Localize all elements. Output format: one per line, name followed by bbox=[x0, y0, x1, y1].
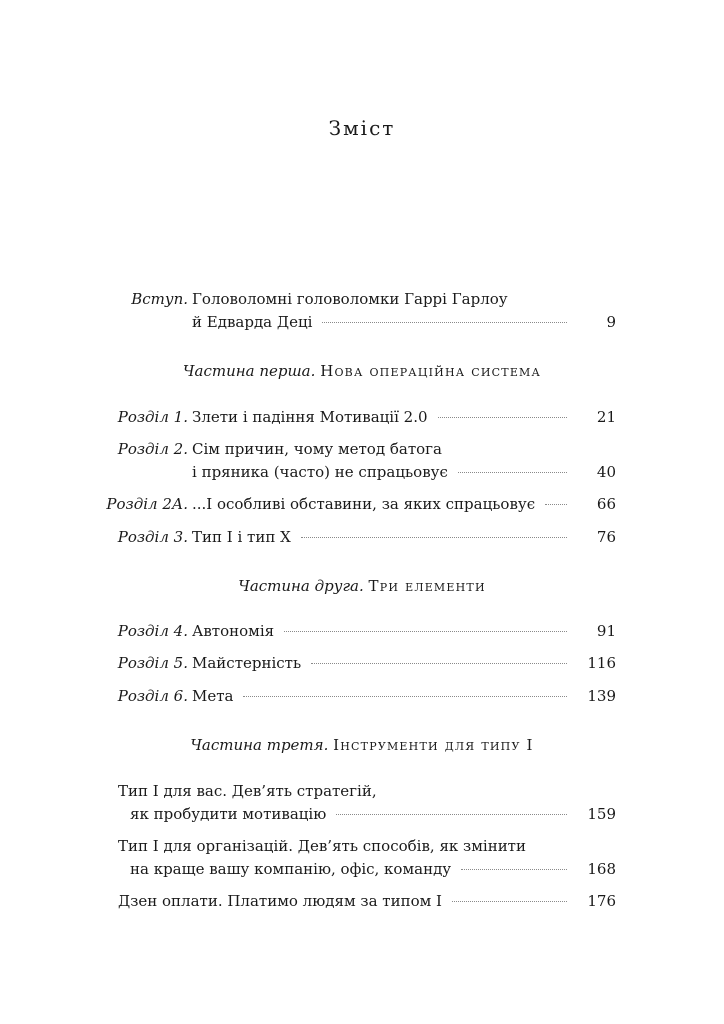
entry-title-line-2: й Едварда Деці bbox=[192, 313, 313, 331]
entry-title: Тип І і тип Х bbox=[192, 528, 291, 546]
dot-leader bbox=[336, 814, 567, 815]
entry-label: Розділ 2. bbox=[117, 440, 188, 458]
page-number: 66 bbox=[596, 495, 616, 513]
page-number: 116 bbox=[587, 654, 616, 672]
dot-leader bbox=[284, 631, 567, 632]
entry-title-line-2: як пробудити мотивацію bbox=[130, 805, 327, 823]
part-title: Нова операційна система bbox=[320, 362, 542, 380]
page-number: 176 bbox=[587, 892, 616, 910]
entry-leader-row bbox=[192, 493, 567, 516]
entry-title: Майстерність bbox=[192, 654, 302, 672]
entry-title: Злети і падіння Мотивації 2.0 bbox=[192, 408, 428, 426]
part-heading-3 bbox=[0, 736, 724, 754]
dot-leader bbox=[461, 869, 567, 870]
page-title: Зміст bbox=[328, 116, 396, 140]
entry-title-line-1: Сім причин, чому метод батога bbox=[192, 440, 442, 458]
entry-leader-row bbox=[130, 803, 567, 826]
entry-title-line-1: Головоломні головоломки Гаррі Гарлоу bbox=[192, 290, 508, 308]
entry-leader-row bbox=[130, 858, 567, 881]
entry-title: ...І особливі обставини, за яких спрацьовує bbox=[192, 495, 536, 513]
part-label: Частина третя. bbox=[190, 736, 329, 754]
entry-label: Вступ. bbox=[131, 290, 188, 308]
entry-leader-row bbox=[118, 890, 567, 913]
dot-leader bbox=[243, 696, 567, 697]
entry-title-line-2: і пряника (часто) не спрацьовує bbox=[192, 463, 448, 481]
page-number: 91 bbox=[596, 622, 616, 640]
dot-leader bbox=[458, 472, 567, 473]
page-number: 40 bbox=[596, 463, 616, 481]
part-label: Частина друга. bbox=[238, 577, 364, 595]
entry-label: Розділ 3. bbox=[117, 528, 188, 546]
dot-leader bbox=[438, 417, 567, 418]
entry-leader-row bbox=[192, 620, 567, 643]
entry-title: Автономія bbox=[192, 622, 275, 640]
page-number: 9 bbox=[606, 313, 616, 331]
part-heading-2 bbox=[0, 577, 724, 595]
page-number: 21 bbox=[596, 408, 616, 426]
page-number: 168 bbox=[587, 860, 616, 878]
entry-title: Дзен оплати. Платимо людям за типом І bbox=[118, 892, 442, 910]
dot-leader bbox=[301, 537, 567, 538]
entry-label: Розділ 1. bbox=[117, 408, 188, 426]
part-title: Три елементи bbox=[368, 577, 486, 595]
entry-leader-row bbox=[192, 461, 567, 484]
dot-leader bbox=[452, 901, 567, 902]
page-number: 76 bbox=[596, 528, 616, 546]
entry-label: Розділ 6. bbox=[117, 687, 188, 705]
part-title: Інструменти для типу І bbox=[333, 736, 534, 754]
entry-title-line-2: на краще вашу компанію, офіс, команду bbox=[130, 860, 452, 878]
entry-label: Розділ 5. bbox=[117, 654, 188, 672]
part-heading-1 bbox=[0, 362, 724, 380]
page-number: 139 bbox=[587, 687, 616, 705]
page-number: 159 bbox=[587, 805, 616, 823]
entry-leader-row bbox=[192, 406, 567, 429]
entry-leader-row bbox=[192, 526, 567, 549]
entry-title-line-1: Тип І для організацій. Дев’ять способів, як змінити bbox=[118, 837, 526, 855]
dot-leader bbox=[322, 322, 567, 323]
entry-label: Розділ 2А. bbox=[106, 495, 188, 513]
entry-title: Мета bbox=[192, 687, 234, 705]
entry-leader-row bbox=[192, 652, 567, 675]
entry-leader-row bbox=[192, 311, 567, 334]
entry-title-line-1: Тип І для вас. Дев’ять стратегій, bbox=[118, 782, 377, 800]
part-label: Частина перша. bbox=[182, 362, 316, 380]
entry-label: Розділ 4. bbox=[117, 622, 188, 640]
dot-leader bbox=[311, 663, 567, 664]
entry-leader-row bbox=[192, 685, 567, 708]
